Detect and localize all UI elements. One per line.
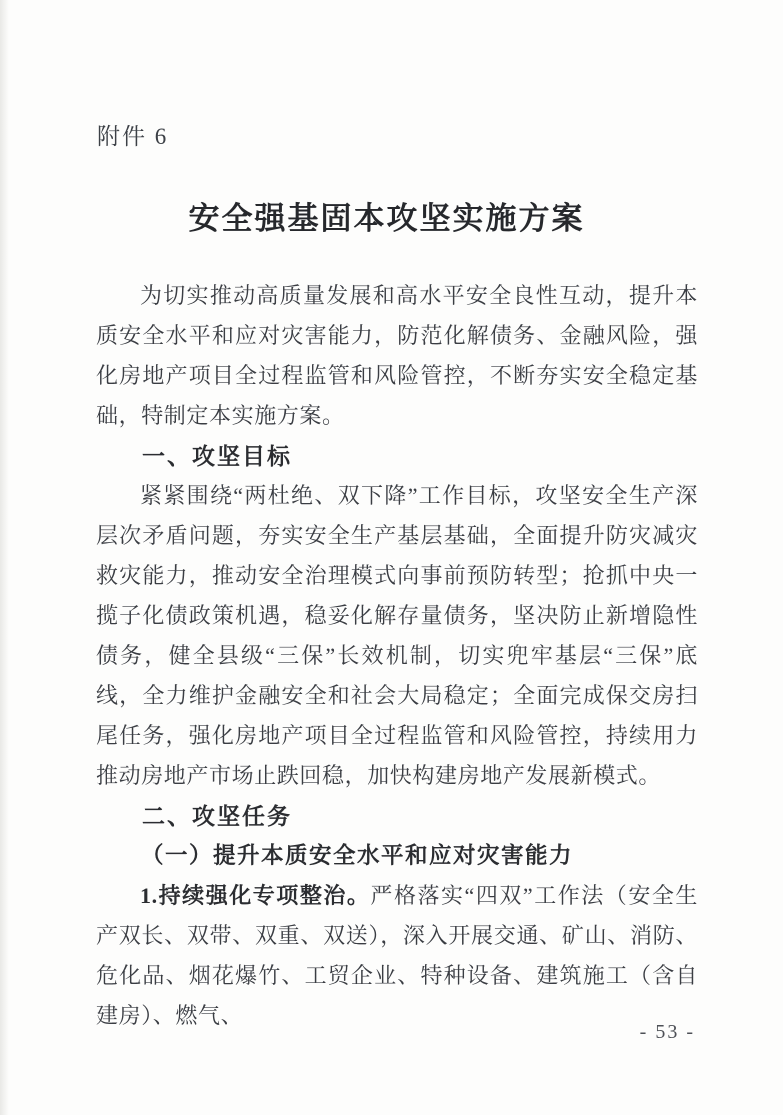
task-1-paragraph [96, 876, 698, 1036]
page-number: - 53 - [639, 1021, 695, 1043]
document-body [96, 276, 698, 1036]
scan-edge-shading [0, 0, 9, 1115]
task-1-lead: 1.持续强化专项整治。 [140, 883, 371, 908]
task-1-text: 严格落实“四双”工作法（安全生产双长、双带、双重、双送），深入开展交通、矿山、消防、危化品、烟花爆竹、工贸企业、特种设备、建筑施工（含自建房）、燃气、 [96, 883, 698, 1028]
attachment-label: 附件 6 [97, 124, 169, 149]
section-2-heading: 二、攻坚任务 [142, 803, 292, 829]
section-1-paragraph: 紧紧围绕“两杜绝、双下降”工作目标，攻坚安全生产深层次矛盾问题，夯实安全生产基层基础，全面提升防灾减灾救灾能力，推动安全治理模式向事前预防转型；抢抓中央一揽子化债政策机遇，稳妥化解存量债务，坚决防止新增隐性债务，健全县级“三保”长效机制，切实兜牢基层“三保”底线，全力维护金融安全和社会大局稳定；全面完成保交房扫尾任务，强化房地产项目全过程监管和风险管控，持续用力推动房地产市场止跌回稳，加快构建房地产发展新模式。 [96, 483, 698, 788]
document-title: 安全强基固本攻坚实施方案 [188, 201, 585, 236]
subsection-1-heading: （一）提升本质安全水平和应对灾害能力 [141, 843, 574, 868]
intro-paragraph: 为切实推动高质量发展和高水平安全良性互动，提升本质安全水平和应对灾害能力，防范化解债务、金融风险，强化房地产项目全过程监管和风险管控，不断夯实安全稳定基础，特制定本实施方案。 [96, 283, 698, 428]
section-1-heading: 一、攻坚目标 [142, 443, 292, 469]
